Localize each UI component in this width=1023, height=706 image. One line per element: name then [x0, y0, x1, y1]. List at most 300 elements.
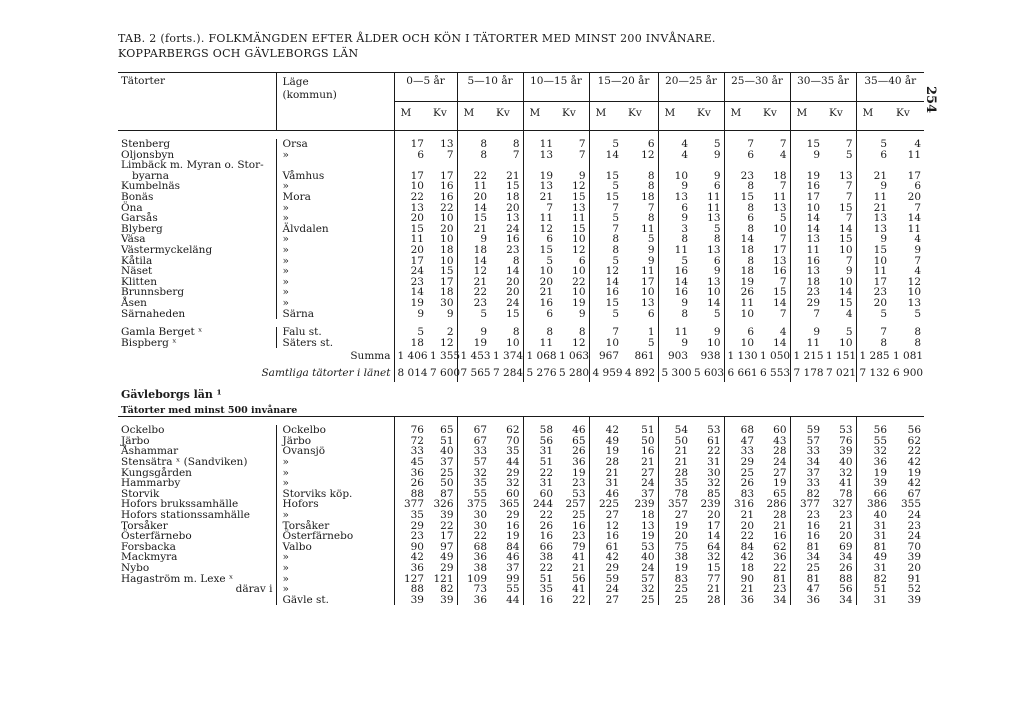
cell-value: 65: [773, 487, 787, 500]
cell-value: 42: [589, 552, 622, 563]
cell-value: 26: [394, 478, 427, 489]
place-name: Hammarby: [121, 477, 181, 490]
col-male: M: [457, 102, 490, 131]
municipality: Orsa: [276, 139, 394, 150]
municipality: Säters st.: [276, 338, 394, 349]
spacer-row: [118, 131, 924, 140]
cell-value: 90: [394, 542, 427, 553]
municipality: Falu st.: [276, 327, 394, 338]
cell-value: 61: [707, 434, 721, 447]
cell-value: 37: [506, 562, 520, 574]
cell-value: 25: [724, 468, 757, 479]
cell-value: 17: [440, 275, 454, 288]
cell-value: 51: [523, 574, 556, 585]
municipality: »: [276, 203, 394, 214]
cell-value: 81: [856, 542, 890, 553]
cell-value: 5: [589, 181, 622, 192]
cell-value: 4: [779, 148, 787, 161]
table-row: [118, 192, 924, 203]
cell-value: 10: [440, 233, 454, 246]
cell-value: 21: [658, 446, 691, 457]
cell-value: 22: [572, 275, 586, 288]
table-row: [118, 425, 924, 436]
cell-value: 1 063: [559, 350, 590, 363]
col-tatorter: Tätorter: [118, 73, 276, 131]
cell-value: 23: [394, 277, 427, 288]
col-female: Kv: [823, 102, 856, 131]
cell-value: 67: [457, 436, 490, 447]
col-female: Kv: [556, 102, 589, 131]
cell-value: 9: [647, 254, 655, 267]
cell-value: 8: [523, 327, 556, 338]
cell-value: 18: [724, 245, 757, 256]
place-name: [118, 595, 276, 606]
cell-value: 39: [440, 509, 454, 522]
cell-value: 16: [658, 287, 691, 298]
cell-value: 13: [394, 203, 427, 214]
cell-value: 19: [589, 446, 622, 457]
cell-value: 23: [457, 298, 490, 309]
cell-value: 28: [589, 457, 622, 468]
cell-value: 13: [572, 201, 586, 214]
cell-value: 21: [658, 457, 691, 468]
municipality: »: [276, 150, 394, 161]
table-row: [118, 298, 924, 309]
cell-value: 13: [907, 296, 922, 309]
cell-value: 19: [724, 277, 757, 288]
cell-value: 17: [856, 277, 890, 288]
cell-value: 10: [839, 336, 853, 349]
cell-value: 59: [589, 574, 622, 585]
cell-value: 6: [724, 150, 757, 161]
cell-value: 1 050: [760, 350, 791, 363]
cell-value: 20: [839, 530, 853, 543]
cell-value: 6: [724, 327, 757, 338]
cell-value: 85: [707, 487, 721, 500]
cell-value: 38: [658, 552, 691, 563]
cell-value: 1 151: [826, 350, 857, 363]
cell-value: 225: [589, 499, 622, 510]
cell-value: 38: [457, 563, 490, 574]
cell-value: 8: [724, 224, 757, 235]
cell-value: 9: [658, 181, 691, 192]
cell-value: 20: [440, 222, 454, 235]
cell-value: 16: [790, 256, 823, 267]
place-name: Västermyckeläng: [121, 243, 213, 256]
col-male: M: [523, 102, 556, 131]
cell-value: 53: [707, 424, 721, 437]
cell-value: 24: [907, 509, 922, 522]
cell-value: 8: [457, 150, 490, 161]
cell-value: 8: [647, 180, 655, 193]
cell-value: 47: [724, 436, 757, 447]
cell-value: 17: [394, 139, 427, 150]
cell-value: 326: [433, 498, 454, 511]
cell-value: 70: [506, 434, 520, 447]
cell-value: 64: [707, 540, 721, 553]
cell-value: 41: [839, 477, 853, 490]
cell-value: 31: [856, 563, 890, 574]
place-name: Österfärnebo: [121, 530, 192, 543]
cell-value: 18: [394, 338, 427, 349]
cell-value: 37: [790, 468, 823, 479]
cell-value: 24: [641, 477, 655, 490]
cell-value: 33: [724, 446, 757, 457]
cell-value: 36: [856, 457, 890, 468]
cell-value: 4: [845, 307, 853, 320]
municipality: Österfärnebo: [276, 531, 394, 542]
cell-value: 10: [394, 181, 427, 192]
cell-value: 65: [572, 434, 586, 447]
cell-value: 20: [394, 245, 427, 256]
cell-value: 7: [589, 327, 622, 338]
cell-value: 12: [907, 275, 922, 288]
cell-value: 67: [457, 425, 490, 436]
cell-value: 9: [578, 307, 586, 320]
col-age-group: 20—25 år: [658, 73, 724, 102]
cell-value: 18: [641, 509, 655, 522]
table-row: [118, 224, 924, 235]
cell-value: 13: [856, 213, 890, 224]
cell-value: 903: [658, 348, 691, 365]
cell-value: 30: [457, 510, 490, 521]
cell-value: 22: [457, 531, 490, 542]
cell-value: 23: [856, 287, 890, 298]
cell-value: 5: [779, 212, 787, 225]
cell-value: 20: [724, 521, 757, 532]
cell-value: 21: [589, 468, 622, 479]
cell-value: 55: [457, 489, 490, 500]
total-label: Samtliga tätorter i länet: [261, 367, 391, 380]
cell-value: 90: [724, 574, 757, 585]
cell-value: 5: [457, 309, 490, 320]
cell-value: 21: [457, 277, 490, 288]
cell-value: 16: [506, 233, 520, 246]
cell-value: 27: [773, 466, 787, 479]
cell-value: 1 130: [724, 348, 757, 365]
table-row: [118, 309, 924, 320]
cell-value: 33: [790, 446, 823, 457]
cell-value: 33: [457, 446, 490, 457]
municipality: »: [276, 478, 394, 489]
cell-value: 36: [394, 563, 427, 574]
cell-value: 5 280: [559, 367, 590, 380]
cell-value: 15: [506, 180, 520, 193]
cell-value: 9: [713, 326, 721, 339]
cell-value: 12: [641, 148, 655, 161]
cell-value: 8: [724, 181, 757, 192]
cell-value: 12: [572, 336, 586, 349]
table-row: [118, 139, 924, 150]
cell-value: 14: [907, 212, 922, 225]
cell-value: 35: [658, 478, 691, 489]
table-row: [118, 584, 924, 595]
cell-value: 8: [512, 326, 520, 339]
cell-value: 39: [839, 445, 853, 458]
cell-value: 8: [512, 138, 520, 150]
place-name: Gamla Berget ˣ: [121, 326, 203, 339]
cell-value: 244: [523, 499, 556, 510]
cell-value: 11: [907, 222, 922, 235]
cell-value: 11: [641, 265, 655, 278]
cell-value: 7: [845, 212, 853, 225]
cell-value: 14: [707, 296, 721, 309]
cell-value: 40: [856, 510, 890, 521]
cell-value: 11: [457, 181, 490, 192]
cell-value: 8: [713, 233, 721, 246]
cell-value: 39: [907, 551, 922, 564]
cell-value: 5 603: [694, 367, 725, 380]
municipality: »: [276, 298, 394, 309]
table-row: [118, 213, 924, 224]
cell-value: 7: [779, 275, 787, 288]
cell-value: 26: [572, 445, 586, 458]
cell-value: 50: [641, 434, 655, 447]
cell-value: 21: [856, 203, 890, 214]
cell-value: 36: [457, 595, 490, 606]
cell-value: 15: [856, 245, 890, 256]
cell-value: 5: [589, 256, 622, 267]
cell-value: 45: [394, 457, 427, 468]
cell-value: 20: [907, 562, 922, 574]
cell-value: 14: [839, 286, 853, 299]
total-label: Summa: [350, 350, 391, 363]
cell-value: 61: [589, 542, 622, 553]
cell-value: 70: [907, 540, 922, 553]
cell-value: 17: [394, 256, 427, 267]
cell-value: 16: [790, 531, 823, 542]
place-name: Hofors brukssamhälle: [121, 498, 239, 511]
cell-value: 21: [523, 287, 556, 298]
cell-value: 861: [634, 350, 655, 363]
cell-value: 41: [572, 583, 586, 596]
cell-value: 36: [394, 468, 427, 479]
cell-value: 12: [589, 521, 622, 532]
cell-value: 18: [440, 243, 454, 256]
cell-value: 24: [641, 562, 655, 574]
cell-value: 4: [914, 138, 922, 150]
table-row: [118, 256, 924, 267]
col-female: Kv: [757, 102, 790, 131]
cell-value: 73: [457, 584, 490, 595]
cell-value: 121: [433, 572, 454, 585]
cell-value: 17: [773, 243, 787, 256]
table-body: [118, 131, 924, 606]
cell-value: 68: [724, 425, 757, 436]
cell-value: 8: [658, 309, 691, 320]
cell-value: 11: [572, 212, 586, 225]
cell-value: 10: [572, 233, 586, 246]
cell-value: 99: [506, 572, 520, 585]
section-title: Gävleborgs län ¹: [121, 387, 222, 401]
cell-value: 17: [440, 530, 454, 543]
table-row: [118, 171, 924, 182]
section-subtitle: Tätorter med minst 500 invånare: [118, 400, 924, 417]
cell-value: 9: [658, 338, 691, 349]
table-row: [118, 436, 924, 447]
cell-value: 127: [394, 574, 427, 585]
cell-value: 6: [394, 150, 427, 161]
col-male: M: [856, 102, 890, 131]
col-female: Kv: [427, 102, 457, 131]
municipality: »: [276, 277, 394, 288]
cell-value: 81: [773, 572, 787, 585]
cell-value: 20: [506, 275, 520, 288]
cell-value: 8: [647, 169, 655, 182]
cell-value: 14: [790, 213, 823, 224]
cell-value: 21: [707, 583, 721, 596]
cell-value: 10: [724, 338, 757, 349]
cell-value: 18: [641, 190, 655, 203]
cell-value: 7: [779, 307, 787, 320]
table-row: [118, 510, 924, 521]
cell-value: 23: [790, 287, 823, 298]
cell-value: 57: [790, 436, 823, 447]
cell-value: 9: [856, 234, 890, 245]
cell-value: 10: [506, 336, 520, 349]
table-subtitle: KOPPARBERGS OCH GÄVLEBORGS LÄN: [118, 47, 359, 60]
cell-value: 56: [572, 572, 586, 585]
table-row: [118, 234, 924, 245]
place-name: Bonäs: [121, 190, 154, 203]
cell-value: 9: [457, 327, 490, 338]
place-name: Särnaheden: [121, 307, 186, 320]
cell-value: 28: [707, 593, 721, 606]
cell-value: 9: [578, 169, 586, 182]
cell-value: 5: [713, 138, 721, 150]
cell-value: 1 215: [790, 348, 823, 365]
cell-value: 13: [773, 201, 787, 214]
section-title-row: [118, 382, 924, 400]
cell-value: 7: [724, 139, 757, 150]
cell-value: 42: [907, 456, 922, 469]
cell-value: 22: [773, 562, 787, 574]
cell-value: 13: [790, 234, 823, 245]
table-row: [118, 203, 924, 214]
cell-value: 79: [572, 540, 586, 553]
col-male: M: [394, 102, 427, 131]
cell-value: 7: [589, 224, 622, 235]
cell-value: 36: [790, 595, 823, 606]
place-name: Blyberg: [121, 222, 163, 235]
cell-value: 14: [839, 222, 853, 235]
spacer-row: [118, 417, 924, 426]
cell-value: 41: [572, 551, 586, 564]
table-row: [118, 468, 924, 479]
cell-value: 316: [724, 499, 757, 510]
cell-value: 22: [394, 192, 427, 203]
cell-value: 78: [839, 487, 853, 500]
table-row: [118, 457, 924, 468]
cell-value: 23: [506, 243, 520, 256]
cell-value: 40: [641, 551, 655, 564]
table-row: [118, 245, 924, 256]
cell-value: 15: [589, 171, 622, 182]
cell-value: 5: [647, 336, 655, 349]
cell-value: 21: [773, 519, 787, 532]
col-female: Kv: [490, 102, 523, 131]
municipality: Mora: [276, 192, 394, 203]
cell-value: 49: [856, 552, 890, 563]
cell-value: 32: [856, 446, 890, 457]
place-name: Hagaström m. Lexe ˣ: [121, 572, 234, 585]
cell-value: 31: [856, 595, 890, 606]
municipality: Hofors: [276, 499, 394, 510]
cell-value: 7: [914, 201, 922, 214]
cell-value: 15: [790, 139, 823, 150]
cell-value: 33: [394, 446, 427, 457]
cell-value: 11: [523, 213, 556, 224]
cell-value: 7: [779, 233, 787, 246]
cell-value: 91: [907, 572, 922, 585]
cell-value: 7: [578, 148, 586, 161]
cell-value: 13: [839, 169, 853, 182]
cell-value: 286: [766, 498, 787, 511]
cell-value: 66: [523, 542, 556, 553]
cell-value: 14: [457, 256, 490, 267]
cell-value: 17: [641, 275, 655, 288]
cell-value: 5 300: [658, 365, 691, 382]
cell-value: 42: [724, 552, 757, 563]
place-name: Forsbacka: [121, 540, 176, 553]
cell-value: 56: [839, 583, 853, 596]
municipality: »: [276, 584, 394, 595]
col-female: Kv: [691, 102, 724, 131]
cell-value: 55: [856, 436, 890, 447]
cell-value: 75: [658, 542, 691, 553]
cell-value: 20: [506, 286, 520, 299]
cell-value: 5: [845, 326, 853, 339]
col-male: M: [724, 102, 757, 131]
cell-value: 65: [440, 424, 454, 437]
table-row: [118, 277, 924, 288]
cell-value: 25: [658, 584, 691, 595]
cell-value: 4: [779, 326, 787, 339]
cell-value: 10: [440, 254, 454, 267]
cell-value: 12: [440, 336, 454, 349]
table-row: [118, 266, 924, 277]
cell-value: 8: [647, 212, 655, 225]
cell-value: 17: [790, 192, 823, 203]
cell-value: 5: [914, 307, 922, 320]
cell-value: 11: [773, 190, 787, 203]
cell-value: 62: [907, 434, 922, 447]
cell-value: 5: [523, 256, 556, 267]
cell-value: 8: [589, 245, 622, 256]
cell-value: 40: [839, 456, 853, 469]
cell-value: 23: [572, 477, 586, 490]
cell-value: 7: [845, 190, 853, 203]
cell-value: 14: [589, 277, 622, 288]
table-row: [118, 327, 924, 338]
cell-value: 9: [790, 150, 823, 161]
cell-value: 6 553: [760, 367, 791, 380]
municipality: Gävle st.: [276, 595, 394, 606]
cell-value: 56: [907, 424, 922, 437]
cell-value: 6 661: [724, 365, 757, 382]
cell-value: 16: [773, 265, 787, 278]
cell-value: 938: [700, 350, 721, 363]
cell-value: 18: [457, 245, 490, 256]
municipality: »: [276, 266, 394, 277]
cell-value: 25: [790, 563, 823, 574]
cell-value: 32: [506, 477, 520, 490]
cell-value: 27: [589, 595, 622, 606]
cell-value: 13: [641, 519, 655, 532]
cell-value: 14: [457, 203, 490, 214]
cell-value: 68: [457, 542, 490, 553]
cell-value: 23: [572, 530, 586, 543]
